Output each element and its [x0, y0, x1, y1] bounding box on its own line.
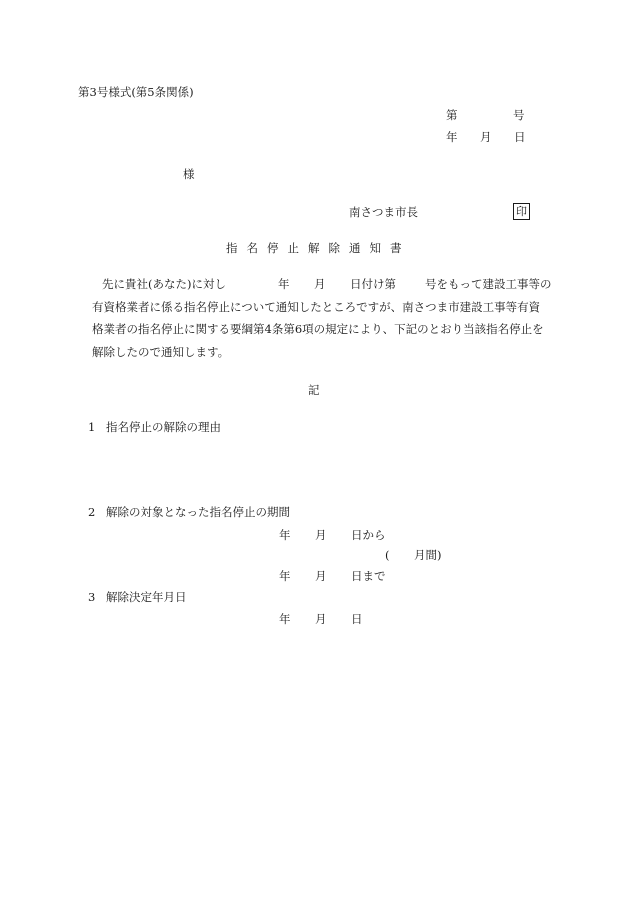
body-paragraph [92, 273, 552, 364]
form-label: 第3号様式(第5条関係) [78, 85, 194, 99]
decision-date-tsuki: 月 [315, 612, 327, 626]
doc-date-nen: 年 [446, 130, 458, 144]
item-2-number: 2 [88, 505, 96, 519]
body-line-1 [92, 273, 552, 296]
body-line1-c: 号をもって建設工事等の [425, 277, 552, 291]
body-line1-b: 日付け第 [350, 277, 396, 291]
item-2-label: 解除の対象となった指名停止の期間 [106, 505, 290, 519]
doc-date-hi: 日 [514, 130, 526, 144]
period-to-nen: 年 [279, 569, 291, 583]
doc-date-tsuki: 月 [480, 130, 492, 144]
item-1-label: 指名停止の解除の理由 [106, 420, 221, 434]
seal-mark: 印 [513, 203, 530, 220]
item-3-number: 3 [88, 590, 96, 604]
body-line-4: 解除したので通知します。 [92, 345, 230, 360]
body-line-2: 有資格業者に係る指名停止について通知したところですが、南さつま市建設工事等有資 [92, 299, 541, 314]
period-duration-unit: 月間) [414, 548, 442, 562]
body-line1-tsuki: 月 [314, 277, 326, 291]
doc-number-go: 号 [513, 108, 525, 122]
doc-number-dai: 第 [446, 108, 458, 122]
body-line1-a: 先に貴社(あなた)に対し [102, 277, 226, 291]
period-to-tsuki: 月 [315, 569, 327, 583]
period-from-nen: 年 [279, 528, 291, 542]
body-line-3: 格業者の指名停止に関する要綱第4条第6項の規定により、下記のとおり当該指名停止を [92, 322, 544, 337]
period-to-hi: 日まで [351, 569, 386, 583]
decision-date-hi: 日 [351, 612, 363, 626]
document-title: 指名停止解除通知書 [226, 241, 411, 255]
ki-heading: 記 [308, 383, 320, 397]
decision-date-nen: 年 [279, 612, 291, 626]
body-line1-nen: 年 [278, 277, 290, 291]
period-duration-open: ( [385, 548, 390, 562]
addressee-suffix: 様 [183, 167, 195, 181]
item-3-label: 解除決定年月日 [106, 590, 187, 604]
period-from-tsuki: 月 [315, 528, 327, 542]
item-1-number: 1 [88, 420, 96, 434]
period-from-hi: 日から [351, 528, 386, 542]
issuer: 南さつま市長 [349, 205, 418, 219]
